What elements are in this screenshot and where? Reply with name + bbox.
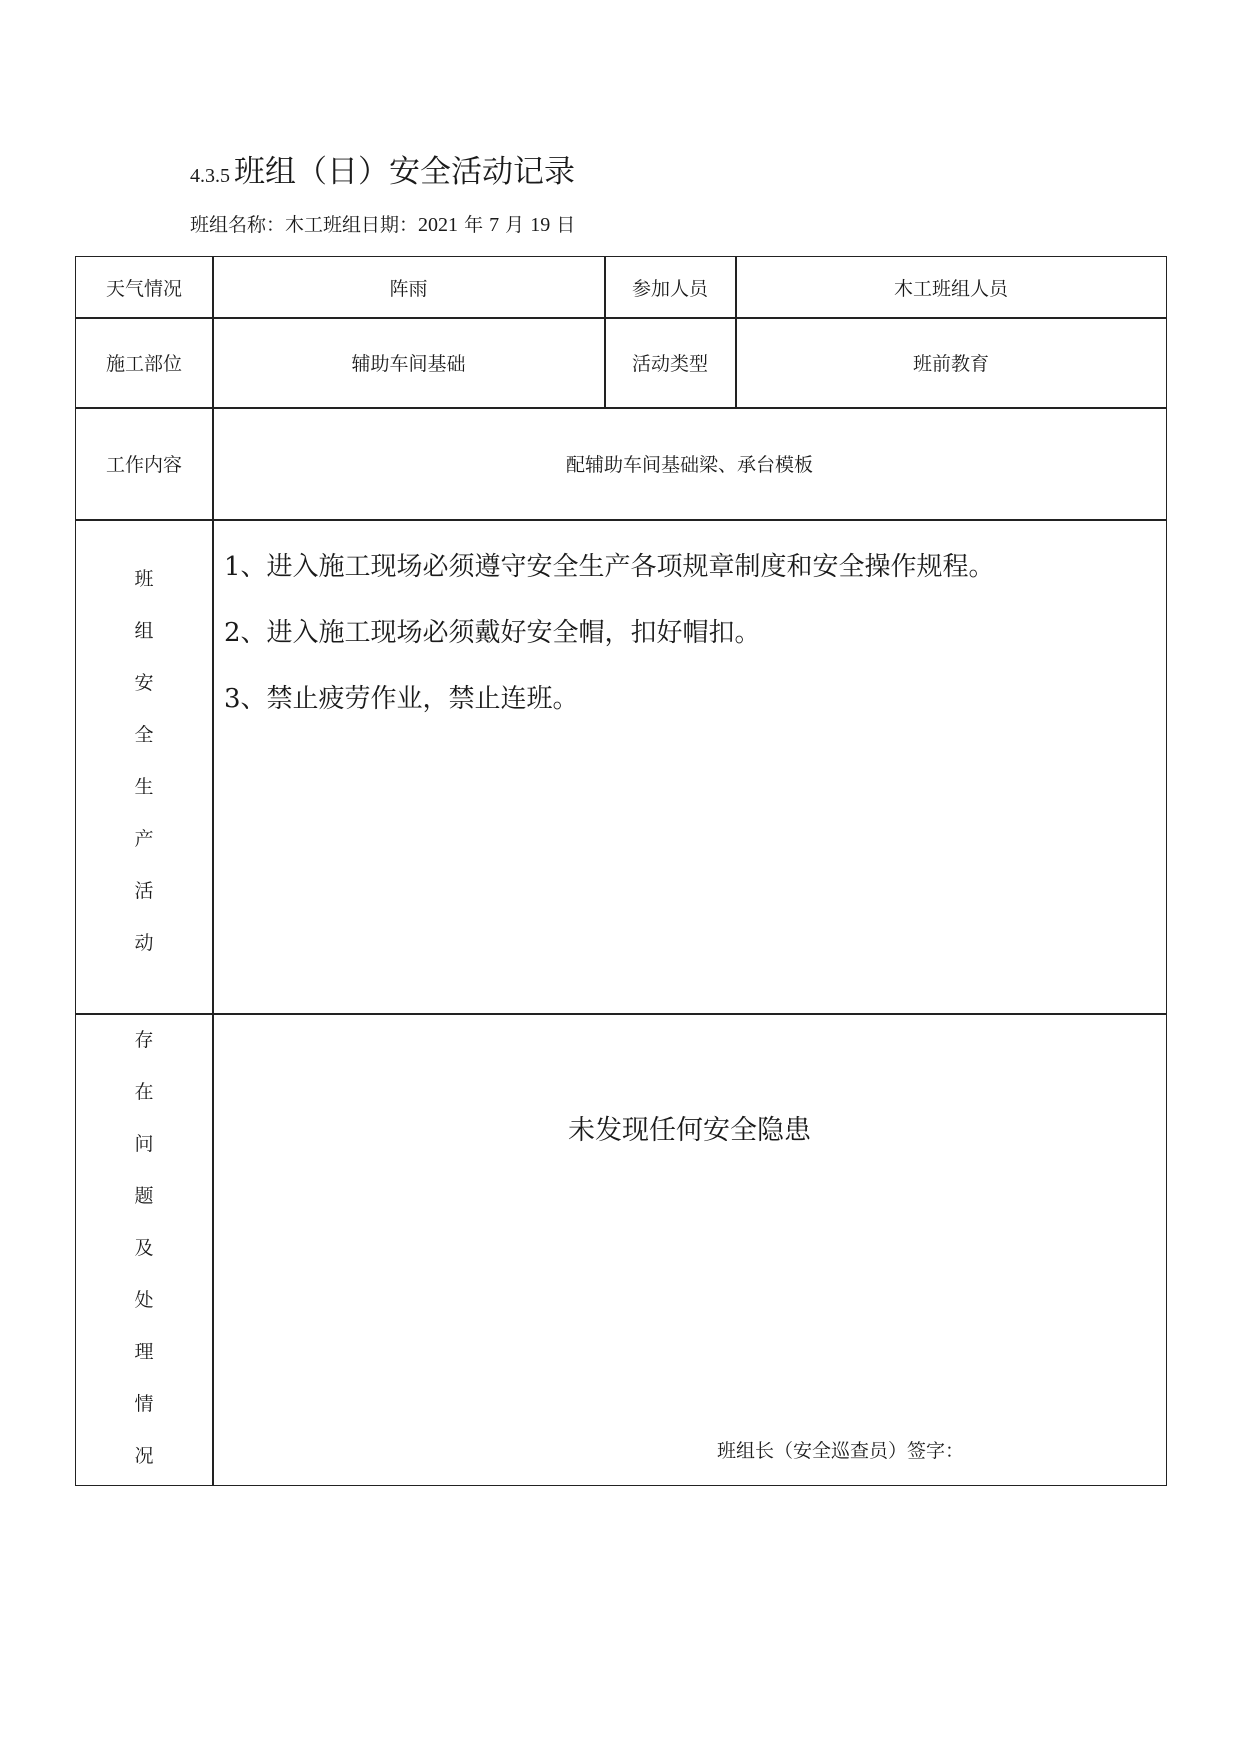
participants-value: 木工班组人员 bbox=[893, 277, 1008, 300]
issues-label bbox=[76, 1014, 212, 1482]
row-divider bbox=[76, 519, 1166, 521]
document-title-row bbox=[190, 146, 575, 191]
row-divider bbox=[76, 1013, 1166, 1015]
label-char: 生 bbox=[134, 776, 154, 798]
label-char: 况 bbox=[134, 1445, 154, 1467]
work-content-value: 配辅助车间基础梁、承台模板 bbox=[565, 454, 813, 476]
signature-label: 班组长（安全巡查员）签字： bbox=[717, 1439, 965, 1462]
document-title: 班组（日）安全活动记录 bbox=[234, 154, 575, 190]
activity-type-value: 班前教育 bbox=[912, 353, 989, 375]
safety-item: 1、进入施工现场必须遵守安全生产各项规章制度和安全操作规程。 bbox=[224, 552, 995, 582]
label-char: 动 bbox=[134, 932, 154, 954]
location-value: 辅助车间基础 bbox=[351, 353, 466, 375]
label-char: 产 bbox=[134, 828, 154, 850]
day-value: 19 bbox=[530, 214, 551, 236]
participants-label: 参加人员 bbox=[631, 277, 708, 300]
year-value: 2021 bbox=[418, 214, 459, 236]
label-char: 及 bbox=[134, 1237, 154, 1259]
year-unit: 年 bbox=[464, 214, 484, 236]
label-char: 活 bbox=[134, 880, 154, 902]
weather-label: 天气情况 bbox=[105, 277, 182, 300]
issues-value: 未发现任何安全隐患 bbox=[568, 1114, 811, 1146]
team-name-label: 班组名称：木工班组日期： bbox=[190, 214, 419, 236]
location-label: 施工部位 bbox=[105, 353, 182, 375]
label-char: 题 bbox=[134, 1185, 154, 1207]
label-char: 存 bbox=[134, 1029, 154, 1051]
label-char: 情 bbox=[134, 1393, 154, 1415]
activity-type-label: 活动类型 bbox=[631, 353, 708, 375]
team-date-line bbox=[190, 210, 575, 237]
safety-items-list bbox=[224, 534, 995, 732]
label-char: 在 bbox=[134, 1081, 154, 1103]
label-char: 处 bbox=[134, 1289, 154, 1311]
safety-record-table bbox=[75, 256, 1167, 1486]
label-char: 理 bbox=[134, 1341, 154, 1363]
safety-item: 3、禁止疲劳作业，禁止连班。 bbox=[224, 684, 579, 714]
label-char: 班 bbox=[134, 568, 154, 590]
label-char: 问 bbox=[134, 1133, 154, 1155]
safety-item: 2、进入施工现场必须戴好安全帽，扣好帽扣。 bbox=[224, 618, 761, 648]
day-unit: 日 bbox=[556, 214, 576, 236]
label-char: 组 bbox=[134, 620, 154, 642]
section-number: 4.3.5 bbox=[190, 165, 230, 187]
work-content-label: 工作内容 bbox=[105, 454, 182, 476]
month-unit: 月 bbox=[505, 214, 525, 236]
weather-value: 阵雨 bbox=[389, 277, 428, 300]
month-value: 7 bbox=[489, 214, 500, 236]
label-char: 全 bbox=[134, 724, 154, 746]
label-char: 安 bbox=[134, 672, 154, 694]
safety-activity-label bbox=[76, 553, 212, 969]
